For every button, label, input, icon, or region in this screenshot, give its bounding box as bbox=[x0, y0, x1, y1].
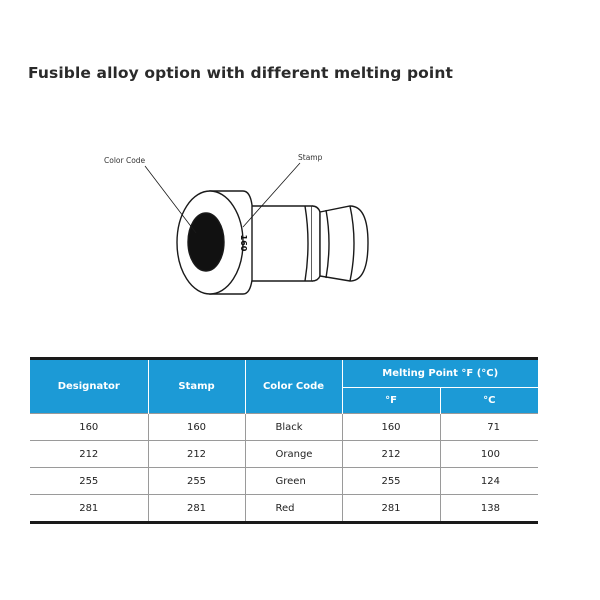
header-celsius: °C bbox=[440, 388, 538, 414]
cell-color: Black bbox=[245, 414, 342, 441]
melting-point-table bbox=[30, 357, 538, 524]
cell-color: Red bbox=[245, 495, 342, 523]
cell-stamp: 212 bbox=[148, 441, 245, 468]
cell-fahrenheit: 255 bbox=[342, 468, 440, 495]
cell-celsius: 138 bbox=[440, 495, 538, 523]
header-fahrenheit: °F bbox=[342, 388, 440, 414]
stamp-marking: 160 bbox=[239, 234, 248, 252]
color-code-leader-line bbox=[145, 166, 196, 233]
cell-designator: 212 bbox=[30, 441, 148, 468]
cell-color: Green bbox=[245, 468, 342, 495]
cell-fahrenheit: 160 bbox=[342, 414, 440, 441]
cell-designator: 160 bbox=[30, 414, 148, 441]
cell-designator: 281 bbox=[30, 495, 148, 523]
header-melting-point: Melting Point °F (°C) bbox=[342, 359, 538, 388]
cell-stamp: 255 bbox=[148, 468, 245, 495]
fusible-alloy-core bbox=[188, 213, 224, 271]
plug-shaft bbox=[238, 206, 368, 281]
cell-fahrenheit: 212 bbox=[342, 441, 440, 468]
header-color-code: Color Code bbox=[245, 359, 342, 414]
header-stamp: Stamp bbox=[148, 359, 245, 414]
cell-fahrenheit: 281 bbox=[342, 495, 440, 523]
table-row bbox=[30, 468, 538, 495]
table-row bbox=[30, 414, 538, 441]
header-designator: Designator bbox=[30, 359, 148, 414]
cell-stamp: 160 bbox=[148, 414, 245, 441]
table-row bbox=[30, 495, 538, 523]
color-code-callout: Color Code bbox=[104, 156, 146, 165]
stamp-callout: Stamp bbox=[298, 153, 323, 162]
cell-celsius: 71 bbox=[440, 414, 538, 441]
cell-celsius: 124 bbox=[440, 468, 538, 495]
page-title: Fusible alloy option with different melting point bbox=[28, 64, 453, 82]
cell-stamp: 281 bbox=[148, 495, 245, 523]
table-row bbox=[30, 441, 538, 468]
cell-celsius: 100 bbox=[440, 441, 538, 468]
cell-color: Orange bbox=[245, 441, 342, 468]
cell-designator: 255 bbox=[30, 468, 148, 495]
